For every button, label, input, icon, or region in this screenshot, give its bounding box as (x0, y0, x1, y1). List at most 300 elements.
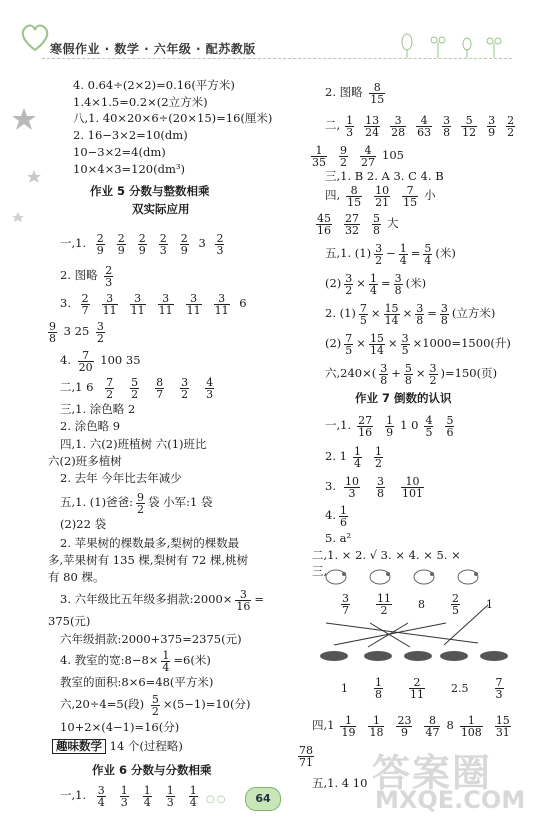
nest-icon (404, 651, 432, 661)
fraction-group (45, 319, 60, 345)
fraction-numerator: 1 (368, 715, 384, 727)
fraction (399, 243, 408, 266)
fraction (486, 599, 493, 610)
fraction-group (328, 591, 506, 617)
fraction-numerator: 5 (446, 413, 454, 427)
row-value: 8 (446, 718, 454, 732)
fraction-numerator: 13 (365, 113, 380, 127)
fraction-denominator: 14 (384, 313, 399, 327)
bird-icon (458, 570, 478, 584)
answer-line: 三, (312, 564, 328, 578)
fraction-denominator: 19 (341, 725, 356, 739)
answer-row (60, 345, 141, 375)
fraction (311, 145, 327, 168)
fraction (120, 785, 129, 808)
fraction-denominator: 4 (189, 795, 197, 809)
fraction-denominator: 2 (375, 253, 383, 267)
fraction (97, 785, 106, 808)
fraction-denominator: 28 (391, 125, 406, 139)
fraction-denominator: 101 (401, 486, 423, 500)
fraction-denominator: 9 (386, 425, 394, 439)
fraction-numerator: 3 (488, 113, 496, 127)
fraction-denominator: 14 (369, 343, 384, 357)
fraction (81, 293, 90, 316)
row-value: 3 25 (63, 324, 90, 338)
answer-line: 4. 0.64÷(2×2)=0.16(平方米) (73, 78, 235, 92)
header-title: 寒假作业 · 数学 · 六年级 · 配苏教版 (50, 42, 256, 56)
fraction-numerator: 45 (317, 211, 331, 225)
fraction (385, 415, 394, 438)
answer-line: 有 80 棵。 (48, 570, 105, 584)
fraction-group (356, 301, 371, 327)
fraction-numerator: 8 (418, 597, 425, 611)
fraction-numerator: 2 (409, 677, 425, 689)
fraction-denominator: 9 (180, 243, 188, 257)
answer-row (325, 268, 426, 298)
fraction-denominator: 3 (216, 243, 224, 257)
page-header (0, 0, 545, 70)
operator: × (356, 276, 366, 290)
fraction-denominator: 5 (401, 343, 409, 357)
answer-line: 五,1. 4 10 (312, 776, 368, 790)
fraction (166, 785, 175, 808)
row-value: (米) (435, 246, 456, 260)
row-lead: (2) (325, 336, 342, 350)
fraction-denominator: 4 (369, 283, 377, 297)
fraction-numerator: 1 (311, 145, 327, 157)
fraction-numerator: 3 (394, 271, 402, 285)
fraction-numerator: 3 (158, 293, 174, 305)
fraction-numerator: 2 (507, 113, 515, 127)
fraction-group (232, 587, 254, 613)
row-lead: 五,1. (1) (325, 246, 372, 260)
fraction-numerator: 3 (390, 115, 406, 127)
nest-icon (480, 651, 508, 661)
row-lead: 2. (1) (325, 306, 356, 320)
fraction-group (101, 263, 116, 289)
fraction-numerator: 10 (344, 474, 359, 488)
fraction-numerator: 7 (78, 350, 94, 362)
row-lead: 2. 图略 (60, 268, 98, 282)
row-lead: 4. (60, 353, 71, 367)
fraction (345, 115, 354, 138)
row-value: 袋 小军:1 袋 (147, 495, 213, 509)
fraction-group (305, 143, 382, 169)
fraction (96, 321, 105, 344)
answer-line: 10−3×2=4(dm) (73, 145, 166, 159)
fraction-numerator: 3 (102, 293, 118, 305)
operator: × (356, 336, 366, 350)
fraction (416, 115, 432, 138)
fraction (369, 333, 385, 356)
fraction (339, 145, 348, 168)
fraction (235, 589, 251, 612)
fraction (180, 377, 189, 400)
fraction-denominator: 11 (214, 303, 229, 317)
fraction (390, 115, 406, 138)
fraction-numerator: 3 (214, 293, 230, 305)
answer-row (325, 471, 432, 501)
fraction-numerator: 15 (369, 331, 384, 345)
fraction-denominator: 21 (375, 195, 390, 209)
answer-row (312, 710, 517, 740)
fraction-group (75, 291, 236, 317)
answer-line: 5. a² (325, 531, 352, 545)
fraction-numerator: 2.5 (451, 681, 469, 695)
fraction-denominator: 8 (49, 331, 56, 345)
fraction (424, 415, 433, 438)
fraction-numerator: 1 (346, 113, 354, 127)
match-line (326, 623, 478, 643)
fraction (143, 785, 152, 808)
bird-icon (326, 570, 346, 584)
fraction-denominator: 8 (416, 313, 424, 327)
operator: = (410, 246, 421, 260)
operator: + (391, 366, 401, 380)
row-lead: 4. (325, 508, 336, 522)
fraction-group (328, 675, 517, 701)
fraction-denominator: 5 (359, 313, 367, 327)
fraction (359, 303, 368, 326)
fraction-numerator: 3 (443, 113, 451, 127)
row-value: )=150(页) (440, 366, 498, 380)
fraction-denominator: 2 (151, 704, 159, 718)
answer-line: 2. 涂色略 9 (60, 419, 121, 433)
fraction-numerator: 15 (384, 301, 399, 315)
row-lead: (2) (325, 276, 342, 290)
fraction-numerator: 10 (401, 476, 424, 488)
fraction (451, 683, 469, 694)
fraction-numerator: 7 (359, 301, 367, 315)
answer-row (325, 180, 436, 210)
fraction (487, 115, 496, 138)
fraction-numerator: 1 (353, 444, 361, 458)
row-value: = (254, 592, 265, 606)
fraction-denominator: 6 (446, 425, 454, 439)
fraction-denominator: 2 (131, 387, 139, 401)
fraction-group (341, 331, 356, 357)
fraction-numerator: 8 (346, 185, 362, 197)
fraction (418, 599, 425, 610)
fraction (424, 715, 440, 738)
fraction-denominator: 2 (429, 373, 437, 387)
fraction-numerator: 3 (97, 783, 105, 797)
fraction-group (347, 444, 389, 470)
fraction-numerator: 2 (105, 263, 113, 277)
fraction-denominator: 8 (373, 223, 380, 237)
bird-icon (414, 570, 434, 584)
fraction-group (381, 301, 403, 327)
row-value: ×(5−1)=10(分) (162, 697, 251, 711)
row-lead: 二, (325, 118, 341, 132)
fraction-numerator: 1 (143, 783, 151, 797)
fraction-group (93, 319, 108, 345)
fraction-numerator: 3 (376, 474, 384, 488)
fraction-denominator: 4 (399, 253, 407, 267)
fraction-group (334, 713, 446, 739)
fraction-numerator: 1 (120, 783, 128, 797)
fraction-denominator: 2 (345, 283, 353, 297)
fraction (102, 293, 118, 316)
fraction-numerator: 78 (299, 743, 313, 757)
fraction (506, 115, 515, 138)
fraction (353, 446, 362, 469)
fraction (215, 233, 224, 256)
answer-line: 三,1. 涂色略 2 (60, 402, 136, 416)
fraction-numerator: 9 (49, 319, 56, 333)
answer-line: 2. 苹果树的棵数最多,梨树的棵数最 (60, 536, 240, 550)
fraction-group (310, 211, 387, 237)
fraction-numerator: 7 (495, 675, 503, 689)
fraction (401, 476, 424, 499)
fraction (384, 303, 400, 326)
row-lead: 四,1 (312, 718, 335, 732)
row-lead: 2. 1 (325, 449, 347, 463)
operator: × (370, 306, 381, 320)
fraction-numerator: 2 (180, 231, 188, 245)
fraction (451, 593, 460, 616)
fraction (376, 593, 392, 616)
fraction-numerator: 5 (131, 375, 139, 389)
fraction (161, 650, 170, 673)
row-value: 3 (198, 236, 206, 250)
fraction (180, 233, 189, 256)
answer-line: 四,1. 六(2)班植树 六(1)班比 (60, 437, 207, 451)
fraction-group (295, 743, 317, 769)
fraction (341, 593, 350, 616)
operator: × (387, 336, 398, 350)
fraction-denominator: 11 (410, 687, 424, 701)
fraction-numerator: 4 (206, 375, 214, 389)
row-value: 小 (424, 188, 436, 202)
fraction (396, 715, 412, 738)
row-lead: 二,1 6 (60, 380, 94, 394)
fraction (360, 145, 376, 168)
fraction-group (412, 301, 427, 327)
answer-row (325, 410, 460, 440)
row-lead: 一,1. (325, 418, 352, 432)
fraction-group (376, 361, 391, 387)
fraction (138, 233, 147, 256)
fraction-numerator: 27 (345, 211, 359, 225)
fraction-denominator: 63 (417, 125, 432, 139)
row-lead: 3. 六年级比五年级多捐款:2000× (60, 592, 233, 606)
fraction-denominator: 4 (162, 660, 170, 674)
answer-line: 375(元) (48, 614, 91, 628)
fraction-denominator: 9 (96, 243, 104, 257)
fraction-denominator: 9 (400, 725, 408, 739)
match-line (370, 623, 410, 647)
row-lead: 3. (60, 296, 71, 310)
tree-decoration-icon (392, 30, 512, 60)
fraction-denominator: 3 (348, 486, 356, 500)
fraction-numerator: 10 (375, 183, 390, 197)
row-lead: 五,1. (1)爸爸: (60, 495, 133, 509)
fraction (374, 185, 390, 208)
fun-math-label: 趣味数学 (52, 739, 106, 754)
fraction-numerator: 2 (117, 231, 125, 245)
answer-line: 教室的面积:8×6=48(平方米) (60, 675, 214, 689)
answer-row (60, 780, 205, 810)
page-number: 64 (245, 787, 281, 811)
section-title: 作业 6 分数与分数相乘 (92, 763, 212, 777)
fraction-denominator: 3 (206, 387, 214, 401)
fraction-denominator: 16 (236, 599, 251, 613)
fraction-denominator: 16 (358, 425, 373, 439)
fraction-numerator: 4 (360, 145, 376, 157)
fraction (404, 363, 413, 386)
fraction-group (341, 271, 356, 297)
fraction-denominator: 11 (186, 303, 201, 317)
fraction-numerator: 9 (340, 143, 347, 157)
watermark-text: 答案圈 (372, 751, 493, 795)
fraction-group (366, 80, 388, 106)
fraction (205, 377, 214, 400)
fraction-denominator: 35 (312, 155, 326, 169)
fraction-numerator: 1 (341, 681, 348, 695)
fraction-group (336, 503, 351, 529)
fraction-denominator: 5 (425, 425, 433, 439)
fraction-denominator: 4 (143, 795, 151, 809)
fraction (409, 677, 425, 700)
row-value: 100 35 (100, 353, 141, 367)
fraction-denominator: 2 (340, 155, 347, 169)
fraction-numerator: 1 (369, 271, 377, 285)
fraction-numerator: 2 (81, 291, 89, 305)
bird-icon (370, 570, 390, 584)
fraction-group (209, 231, 230, 257)
fraction (186, 293, 202, 316)
fraction-group (340, 183, 424, 209)
fraction-denominator: 3 (346, 125, 354, 139)
fraction-group (366, 331, 388, 357)
fraction-denominator: 4 (353, 456, 361, 470)
fraction-denominator: 9 (488, 125, 496, 139)
fraction-numerator: 23 (397, 713, 412, 727)
fraction-denominator: 5 (452, 603, 459, 617)
fraction-group (351, 413, 400, 439)
fraction-denominator: 108 (460, 725, 482, 739)
fraction-numerator: 5 (404, 361, 412, 375)
answer-line: 10+2×(4−1)=16(分) (60, 720, 180, 734)
fraction (394, 273, 403, 296)
fraction-denominator: 4 (97, 795, 105, 809)
fraction-numerator: 4 (425, 413, 433, 427)
row-value: 6 (239, 296, 247, 310)
answer-row (60, 372, 222, 402)
answer-line: 六年级捐款:2000+375=2375(元) (60, 632, 242, 646)
fraction-numerator: 2 (138, 231, 146, 245)
fraction (130, 293, 146, 316)
fraction-group (90, 783, 205, 809)
fraction (130, 377, 139, 400)
fraction-numerator: 7 (345, 331, 353, 345)
row-lead: 六,20÷4=5(段) (60, 697, 148, 711)
fraction-denominator: 5 (345, 343, 353, 357)
matching-illustration (298, 565, 513, 685)
answer-line: 二,1. × 2. √ 3. × 4. × 5. × (312, 548, 461, 562)
answer-row (325, 358, 497, 388)
answer-line: 1.4×1.5=0.2×(2立方米) (73, 95, 208, 109)
fraction (158, 293, 174, 316)
row-value: (立方米) (451, 306, 496, 320)
row-lead: 4. 教室的宽:8−8× (60, 653, 159, 667)
fraction (117, 233, 126, 256)
fraction-group (426, 361, 441, 387)
operator: × (402, 306, 413, 320)
fraction-denominator: 15 (347, 195, 362, 209)
answer-row (60, 584, 264, 614)
fraction-denominator: 3 (105, 275, 113, 289)
fraction (364, 115, 380, 138)
fraction-denominator: 8 (443, 125, 451, 139)
answer-row (325, 77, 388, 107)
fraction (344, 476, 360, 499)
fraction (104, 265, 113, 288)
fraction-numerator: 3 (96, 319, 104, 333)
fraction-denominator: 2 (106, 387, 114, 401)
fraction (442, 115, 451, 138)
fraction (429, 363, 438, 386)
fraction (445, 415, 454, 438)
fraction-numerator: 1 (486, 597, 493, 611)
fraction (136, 492, 145, 515)
fraction-group (418, 413, 460, 439)
fraction-denominator: 2 (374, 456, 382, 470)
row-value: (米) (405, 276, 427, 290)
fraction-numerator: 4 (416, 115, 432, 127)
fraction-denominator: 32 (345, 223, 359, 237)
fraction (369, 82, 385, 105)
fraction (401, 333, 410, 356)
answer-row (60, 288, 247, 318)
fraction-group (90, 231, 195, 257)
fraction-denominator: 11 (158, 303, 173, 317)
fraction-numerator: 5 (373, 211, 380, 225)
fraction-denominator: 3 (120, 795, 128, 809)
header-divider (42, 58, 512, 59)
fraction-denominator: 18 (369, 725, 384, 739)
fraction-denominator: 2 (181, 387, 189, 401)
fraction (344, 333, 353, 356)
fraction (374, 677, 383, 700)
answer-row (325, 298, 495, 328)
fraction-denominator: 2 (507, 125, 515, 139)
answer-row (60, 646, 211, 674)
fraction-numerator: 9 (136, 490, 144, 504)
fraction-numerator: 1 (166, 783, 174, 797)
fraction-group (75, 348, 97, 374)
fraction-denominator: 8 (375, 687, 382, 701)
match-line (368, 623, 408, 647)
fraction-group (97, 375, 222, 401)
fraction-denominator: 71 (299, 755, 313, 769)
fraction-denominator: 8 (394, 283, 402, 297)
fraction-numerator: 3 (429, 361, 437, 375)
row-lead: 一,1. (60, 236, 87, 250)
fraction-group (454, 713, 517, 739)
operator: − (386, 246, 396, 260)
fraction-numerator: 3 (130, 293, 146, 305)
fraction (368, 715, 384, 738)
fraction-numerator: 1 (162, 648, 170, 662)
fraction-group (158, 648, 173, 674)
answer-line: 八,1. 40×20×6÷(20×15)=16(厘米) (73, 111, 273, 125)
fraction-denominator: 4 (424, 253, 432, 267)
fraction-numerator: 3 (440, 301, 448, 315)
fraction (440, 303, 449, 326)
fraction (105, 377, 114, 400)
